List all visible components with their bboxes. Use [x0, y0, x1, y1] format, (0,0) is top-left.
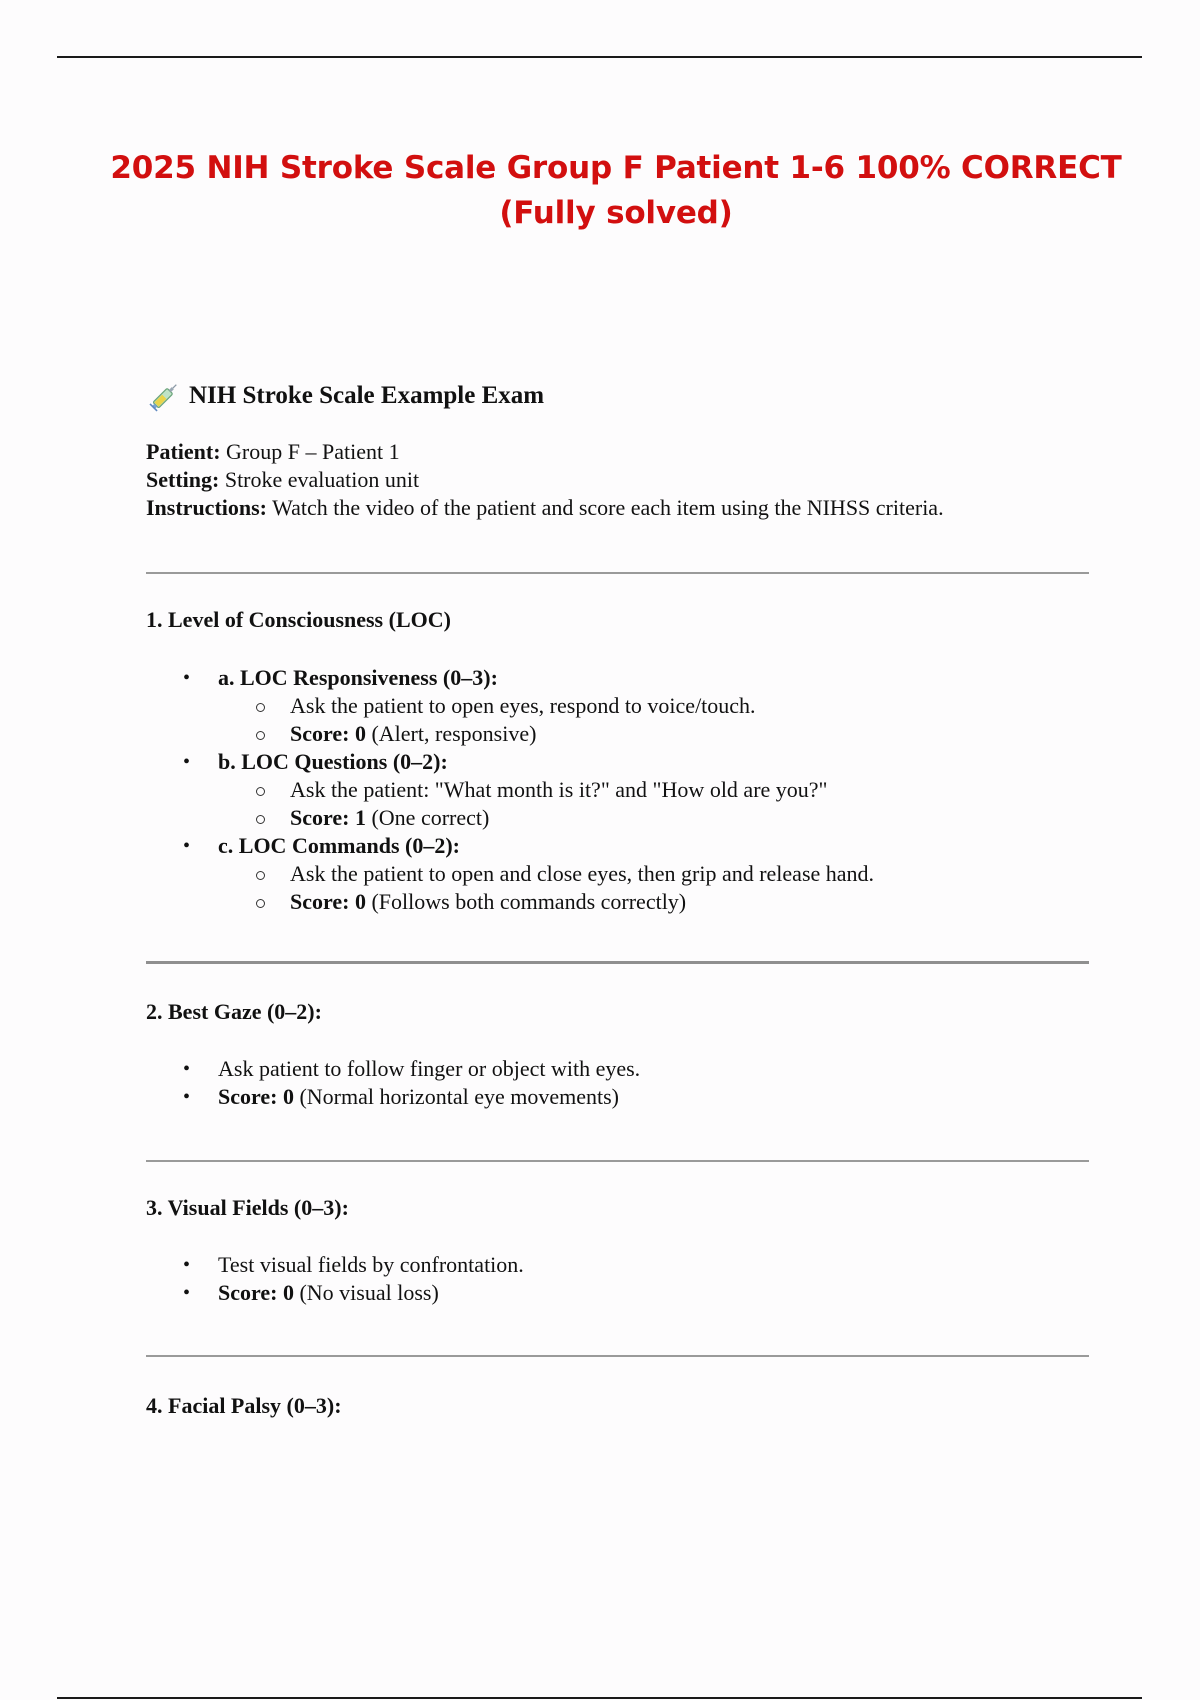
instructions-label: Instructions: [146, 495, 268, 520]
loc-b-score-note: (One correct) [365, 805, 490, 830]
divider [146, 572, 1089, 574]
visual-score-note: (No visual loss) [293, 1280, 439, 1305]
loc-a-instruction: Ask the patient to open eyes, respond to voice/touch. [290, 693, 756, 718]
patient-line [146, 438, 944, 466]
exam-heading-text: NIH Stroke Scale Example Exam [189, 382, 545, 409]
instructions-line [146, 494, 944, 522]
visual-instruction: Test visual fields by confrontation. [218, 1252, 524, 1277]
loc-a-score: Score: 0 [290, 721, 366, 746]
instructions-value: Watch the video of the patient and score each item using the NIHSS criteria. [267, 495, 944, 520]
loc-c-score: Score: 0 [290, 889, 366, 914]
gaze-score-note: (Normal horizontal eye movements) [293, 1084, 619, 1109]
loc-a-label: a. LOC Responsiveness (0–3): [218, 665, 498, 690]
loc-c-instruction: Ask the patient to open and close eyes, then grip and release hand. [290, 861, 875, 886]
loc-c-score-note: (Follows both commands correctly) [365, 889, 687, 914]
setting-value: Stroke evaluation unit [219, 467, 420, 492]
patient-label: Patient: [146, 439, 221, 464]
gaze-score: Score: 0 [218, 1084, 294, 1109]
document-title [100, 146, 1132, 236]
setting-label: Setting: [146, 467, 220, 492]
syringe-icon [148, 379, 182, 413]
page-bottom-rule [57, 1697, 1142, 1699]
visual-score: Score: 0 [218, 1280, 294, 1305]
visual-title: 3. Visual Fields (0–3): [146, 1195, 349, 1220]
exam-meta [146, 438, 944, 522]
document-title-line-2: (Fully solved) [499, 195, 733, 231]
divider [146, 1355, 1089, 1357]
page-top-rule [57, 56, 1142, 58]
patient-value: Group F – Patient 1 [220, 439, 400, 464]
document-title-line-1: 2025 NIH Stroke Scale Group F Patient 1-6 100% CORRECT [110, 150, 1122, 186]
gaze-instruction: Ask patient to follow finger or object with eyes. [218, 1056, 641, 1081]
loc-title: 1. Level of Consciousness (LOC) [146, 607, 451, 632]
setting-line [146, 466, 944, 494]
loc-b-instruction: Ask the patient: "What month is it?" and "How old are you?" [290, 777, 828, 802]
loc-c-label: c. LOC Commands (0–2): [218, 833, 460, 858]
loc-b-label: b. LOC Questions (0–2): [218, 749, 448, 774]
gaze-title: 2. Best Gaze (0–2): [146, 999, 322, 1024]
loc-a-score-note: (Alert, responsive) [365, 721, 537, 746]
facial-title: 4. Facial Palsy (0–3): [146, 1393, 342, 1418]
divider [146, 961, 1089, 964]
divider [146, 1160, 1089, 1162]
exam-heading [148, 378, 544, 414]
loc-b-score: Score: 1 [290, 805, 366, 830]
